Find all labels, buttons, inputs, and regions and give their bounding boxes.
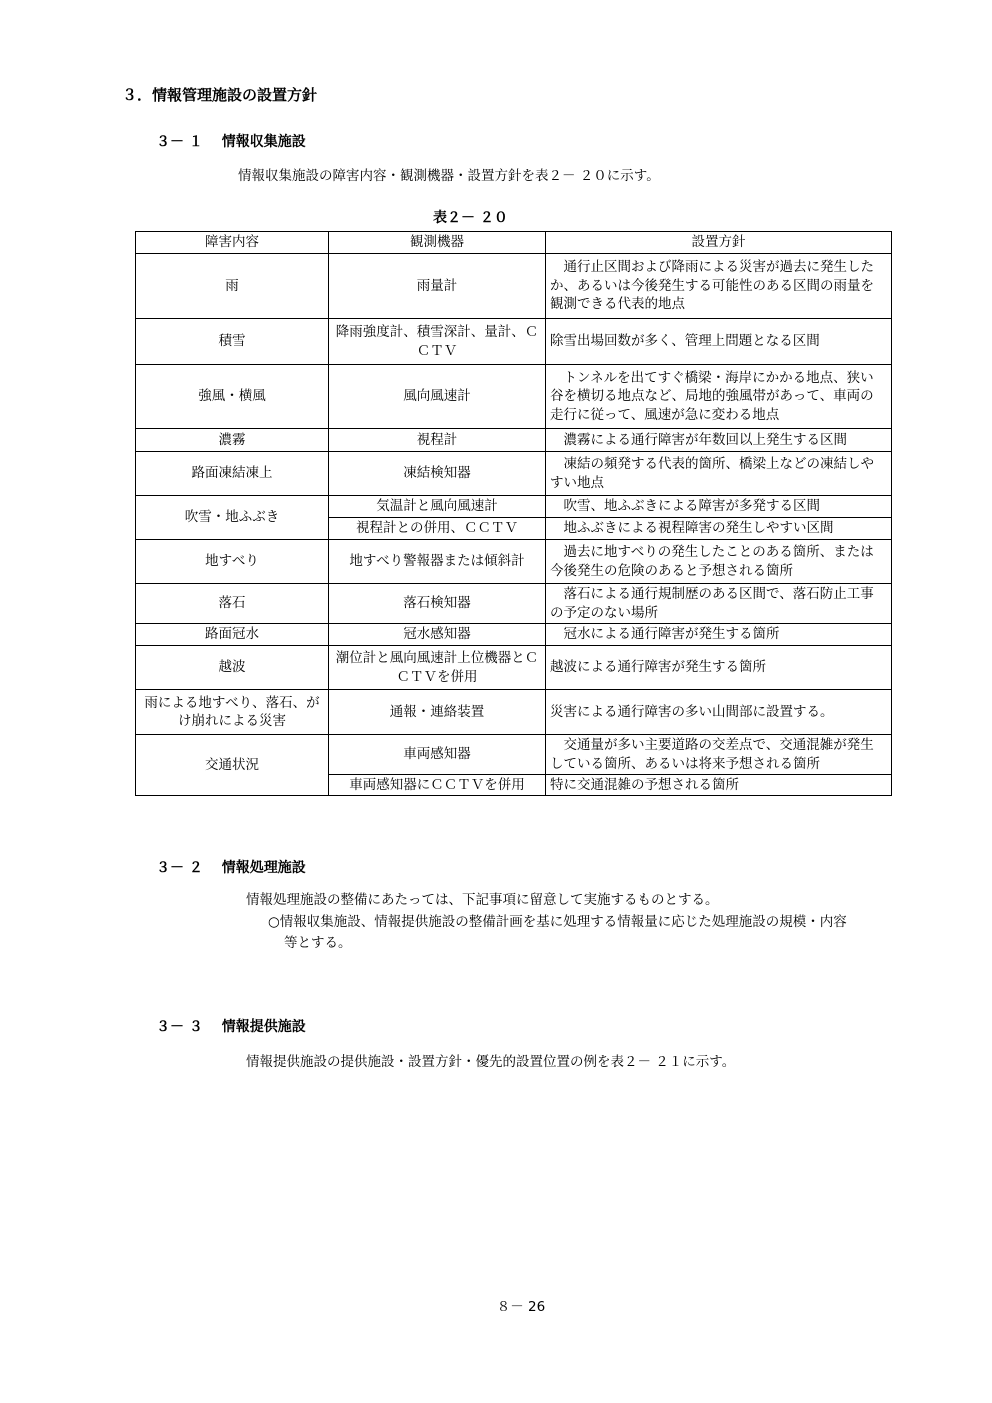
section-title: ３．情報管理施設の設置方針: [122, 86, 318, 104]
cell-device: 通報・連絡装置: [329, 690, 546, 735]
subsection-body-3-3: 情報提供施設の提供施設・設置方針・優先的設置位置の例を表２－ ２１に示す。: [246, 1054, 736, 1070]
cell-device: 潮位計と風向風速計上位機器とＣＣＴＶを併用: [329, 646, 546, 690]
cell-cause: 落石: [136, 584, 329, 624]
cell-policy: 吹雪、地ふぶきによる障害が多発する区間: [546, 496, 892, 518]
subsection-title-3-1: ３－ １ 情報収集施設: [156, 134, 306, 150]
table-row: [136, 624, 892, 646]
cell-policy: 濃霧による通行障害が年数回以上発生する区間: [546, 429, 892, 452]
cell-policy: 災害による通行障害の多い山間部に設置する。: [546, 690, 892, 735]
table-caption: 表２－ ２０: [433, 210, 508, 226]
cell-device: 車両感知器にＣＣＴＶを併用: [329, 775, 546, 796]
cell-policy: 通行止区間および降雨による災害が過去に発生したか、あるいは今後発生する可能性のある区間の雨量を観測できる代表的地点: [546, 254, 892, 319]
subsection-title-3-2: ３－ ２ 情報処理施設: [156, 860, 306, 876]
cell-cause: 濃霧: [136, 429, 329, 452]
cell-policy: 越波による通行障害が発生する箇所: [546, 646, 892, 690]
table-row: [136, 452, 892, 496]
cell-cause: 越波: [136, 646, 329, 690]
cell-policy: 凍結の頻発する代表的箇所、橋梁上などの凍結しやすい地点: [546, 452, 892, 496]
table-row: [136, 690, 892, 735]
cell-policy: 除雪出場回数が多く、管理上問題となる区間: [546, 319, 892, 365]
bullet-line-1: ○情報収集施設、情報提供施設の整備計画を基に処理する情報量に応じた処理施設の規模・内容: [268, 914, 847, 930]
cell-policy: 落石による通行規制歴のある区間で、落石防止工事の予定のない場所: [546, 584, 892, 624]
table-row: [136, 319, 892, 365]
cell-device: 降雨強度計、積雪深計、量計、ＣＣＴＶ: [329, 319, 546, 365]
cell-cause: 地すべり: [136, 540, 329, 584]
cell-device: 車両感知器: [329, 735, 546, 775]
page-number: ８－ 26: [496, 1299, 546, 1315]
table-row: [136, 584, 892, 624]
header-device: 観測機器: [329, 232, 546, 254]
table-row: [136, 496, 892, 518]
subsection-title-3-3: ３－ ３ 情報提供施設: [156, 1019, 306, 1035]
cell-policy: 冠水による通行障害が発生する箇所: [546, 624, 892, 646]
cell-device: 凍結検知器: [329, 452, 546, 496]
cell-device: 地すべり警報器または傾斜計: [329, 540, 546, 584]
cell-cause: 雨: [136, 254, 329, 319]
cell-cause: 交通状況: [136, 735, 329, 796]
table-row: [136, 735, 892, 775]
cell-policy: 地ふぶきによる視程障害の発生しやすい区間: [546, 518, 892, 540]
cell-device: 雨量計: [329, 254, 546, 319]
cell-policy: 過去に地すべりの発生したことのある箇所、または今後発生の危険のあると予想される箇所: [546, 540, 892, 584]
cell-device: 冠水感知器: [329, 624, 546, 646]
subsection-body-3-2: 情報処理施設の整備にあたっては、下記事項に留意して実施するものとする。: [246, 892, 719, 908]
cell-cause: 強風・横風: [136, 365, 329, 429]
header-cause: 障害内容: [136, 232, 329, 254]
cell-cause: 路面冠水: [136, 624, 329, 646]
table-row: [136, 646, 892, 690]
cell-cause: 吹雪・地ふぶき: [136, 496, 329, 540]
info-collection-table: [135, 231, 892, 796]
cell-device: 視程計との併用、ＣＣＴＶ: [329, 518, 546, 540]
cell-policy: トンネルを出てすぐ橋梁・海岸にかかる地点、狭い谷を横切る地点など、局地的強風帯があって、車両の走行に従って、風速が急に変わる地点: [546, 365, 892, 429]
header-policy: 設置方針: [546, 232, 892, 254]
table-row: [136, 254, 892, 319]
bullet-line-2: 等とする。: [284, 935, 352, 951]
cell-device: 落石検知器: [329, 584, 546, 624]
subsection-intro-3-1: 情報収集施設の障害内容・観測機器・設置方針を表２－ ２０に示す。: [238, 168, 660, 184]
cell-device: 気温計と風向風速計: [329, 496, 546, 518]
cell-cause: 路面凍結凍上: [136, 452, 329, 496]
cell-device: 風向風速計: [329, 365, 546, 429]
cell-cause: 積雪: [136, 319, 329, 365]
table-header-row: [136, 232, 892, 254]
cell-policy: 交通量が多い主要道路の交差点で、交通混雑が発生している箇所、あるいは将来予想される箇所: [546, 735, 892, 775]
subsection-bullet-3-2: [268, 912, 928, 954]
cell-cause: 雨による地すべり、落石、がけ崩れによる災害: [136, 690, 329, 735]
table-row: [136, 540, 892, 584]
table-row: [136, 365, 892, 429]
cell-device: 視程計: [329, 429, 546, 452]
table-row: [136, 429, 892, 452]
cell-policy: 特に交通混雑の予想される箇所: [546, 775, 892, 796]
